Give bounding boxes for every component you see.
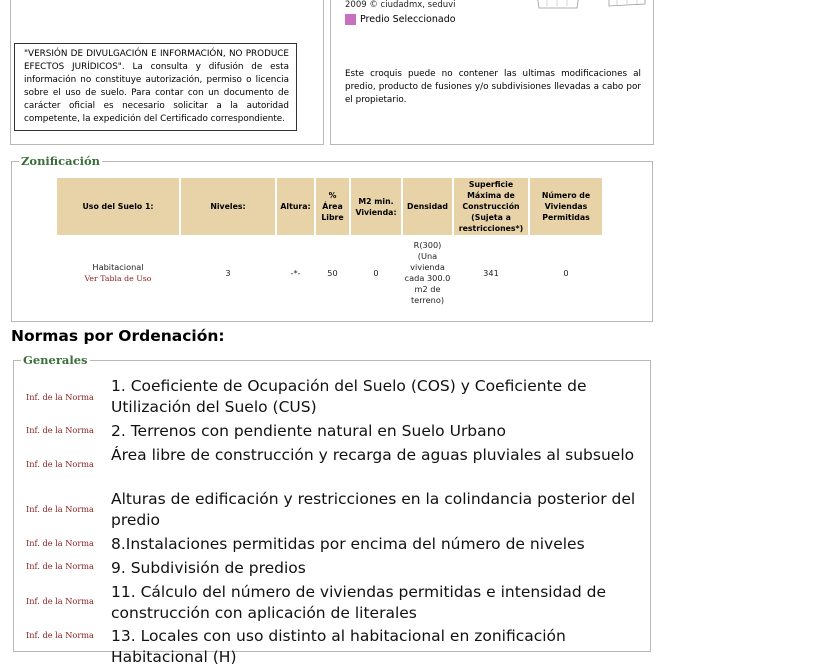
header-superficie: Superficie Máxima de Construcción (Sujeta a restricciones*): [454, 178, 528, 235]
norma-info-link[interactable]: Inf. de la Norma: [26, 459, 94, 469]
norma-text: 11. Cálculo del número de viviendas permitidas e intensidad de construcción con aplicación de literales: [111, 583, 607, 622]
cell-area-libre: 50: [327, 267, 338, 278]
generales-section: [13, 353, 651, 666]
table-row: [57, 237, 602, 306]
zonificacion-table: [55, 176, 604, 308]
norma-text: 1. Coeficiente de Ocupación del Suelo (COS) y Coeficiente de Utilización del Suelo (CUS): [111, 377, 587, 416]
cell-num-viviendas: 0: [563, 267, 569, 278]
generales-title: Generales: [23, 353, 88, 367]
zonificacion-title: Zonificación: [21, 154, 101, 168]
cell-uso: [57, 237, 179, 306]
norma-info-link[interactable]: Inf. de la Norma: [26, 504, 94, 514]
uso-value: Habitacional: [92, 262, 144, 272]
norma-info-link[interactable]: Inf. de la Norma: [26, 538, 94, 548]
normas-heading: Normas por Ordenación:: [11, 327, 225, 345]
norma-text: 2. Terrenos con pendiente natural en Suelo Urbano: [111, 422, 506, 440]
map-sketch-icon: [517, 0, 647, 12]
norma-info-link[interactable]: Inf. de la Norma: [26, 596, 94, 606]
norma-text: Área libre de construcción y recarga de aguas pluviales al subsuelo: [111, 446, 635, 464]
header-area-libre: % Área Libre: [316, 178, 349, 235]
croquis-note: Este croquis puede no contener las ultimas modificaciones al predio, producto de fusiones y/o subdivisiones llevadas a cabo por el propietario.: [345, 69, 641, 105]
norma-text: 9. Subdivisión de predios: [111, 559, 306, 577]
table-header-row: [57, 178, 602, 235]
ver-tabla-link[interactable]: Ver Tabla de Uso: [84, 274, 152, 283]
cell-altura: -*-: [290, 267, 301, 278]
norma-text: 8.Instalaciones permitidas por encima del número de niveles: [111, 535, 585, 553]
header-niveles: Niveles:: [181, 178, 275, 235]
map-legend: [345, 14, 456, 25]
cell-m2-min: 0: [373, 267, 379, 278]
norma-info-link[interactable]: Inf. de la Norma: [26, 561, 94, 571]
norma-info-link[interactable]: Inf. de la Norma: [26, 392, 94, 402]
header-num-viviendas: Número de Viviendas Permitidas: [530, 178, 602, 235]
cell-superficie: 341: [483, 267, 499, 278]
header-uso: Uso del Suelo 1:: [57, 178, 179, 235]
header-m2-min: M2 min. Vivienda:: [351, 178, 401, 235]
norma-text: Alturas de edificación y restricciones en la colindancia posterior del predio: [111, 490, 636, 529]
disclaimer-box: "VERSIÓN DE DIVULGACIÓN E INFORMACIÓN, NO PRODUCE EFECTOS JURÍDICOS". La consulta y difusión de esta información no constituye autorización, permiso o licencia sobre el uso de suelo. Para contar con un documento de carácter oficial es necesario solicitar a la autoridad competente, la expedición del Certificado correspondiente.: [14, 43, 297, 131]
header-altura: Altura:: [277, 178, 314, 235]
legend-label: Predio Seleccionado: [360, 14, 456, 25]
map-panel-right: [330, 0, 654, 145]
zonificacion-section: [11, 154, 653, 322]
header-densidad: Densidad: [403, 178, 452, 235]
map-copyright: 2009 © ciudadmx, seduvi: [345, 0, 456, 10]
norma-info-link[interactable]: Inf. de la Norma: [26, 425, 94, 435]
norma-info-link[interactable]: Inf. de la Norma: [26, 630, 94, 640]
norma-text: 13. Locales con uso distinto al habitacional en zonificación Habitacional (H): [111, 627, 566, 666]
cell-densidad: R(300) (Una vivienda cada 300.0 m2 de terreno): [404, 240, 451, 305]
cell-niveles: 3: [225, 267, 231, 278]
legend-swatch: [345, 14, 356, 25]
